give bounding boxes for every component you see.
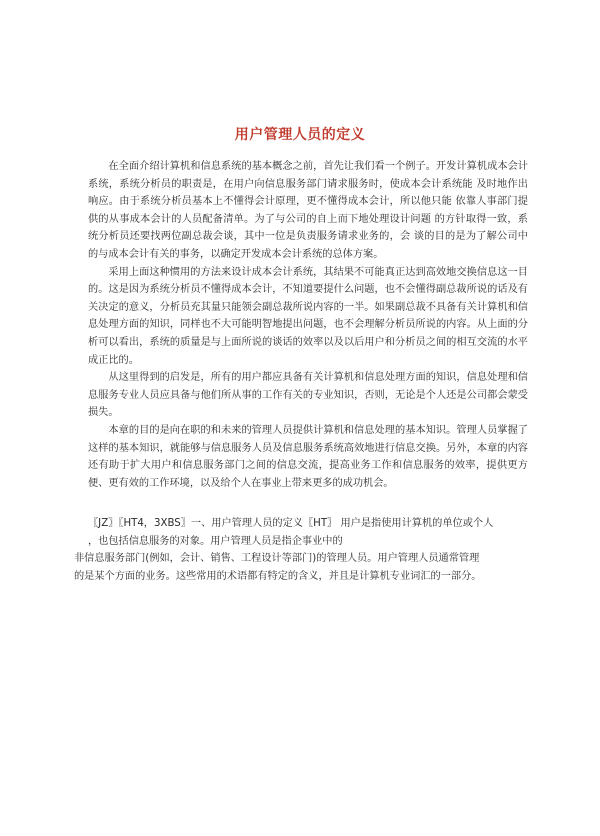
paragraph: 从这里得到的启发是，所有的用户都应具备有关计算机和信息处理方面的知识，信息处理和信息服务专业人员应具备与他们所从事的工作有关的专业知识，否则，无论是个人还是公司都会蒙受损失。 bbox=[88, 372, 528, 419]
paragraph: 采用上面这种惯用的方法来设计成本会计系统，其结果不可能真正达到高效地交换信息这一目的。这是因为系统分析员不懂得成本会计，不知道要提什么问题，也不会懂得副总裁所说的话及有关决定的意义，分析员充其量只能领会副总裁所说内容的一半。如果副总裁不具备有关计算机和信息处理方面的知识，同样也不大可能明智地提出问题，也不会理解分析员所说的内容。从上面的分析可以看出，系统的质量是与上面所说的谈话的效率以及以后用户和分析员之间的相互交流的水平成正比的。 bbox=[88, 266, 528, 366]
definition-section bbox=[74, 515, 528, 585]
paragraph: 在全面介绍计算机和信息系统的基本概念之前，首先让我们看一个例子。开发计算机成本会计系统，系统分析员的职责是，在用户向信息服务部门请求服务时，使成本会计系统能 及时地作出响应。由于系统分析员基本上不懂得会计原理，更不懂得成本会计，所以他只能 依靠人事部门提供的从事成本会计的人员配备清单。为了与公司的自上而下地处理设计问题 的方针取得一致，系统分析员还要找两位副总裁会谈，其中一位是负责服务请求业务的，会 谈的目的是为了解公司中的与成本会计有关的事务，以确定开发成本会计系统的总体方案。 bbox=[88, 161, 528, 260]
document-body bbox=[88, 158, 528, 492]
paragraph: 本章的目的是向在职的和未来的管理人员提供计算机和信息处理的基本知识。管理人员掌握了这样的基本知识，就能够与信息服务人员及信息服务系统高效地进行信息交换。另外，本章的内容还有助于扩大用户和信息服务部门之间的信息交流，提高业务工作和信息服务的效率，提供更方便、更有效的工作环境，以及给个人在事业上带来更多的成功机会。 bbox=[88, 424, 528, 489]
page-title: 用户管理人员的定义 bbox=[234, 127, 366, 143]
definition-line: 的是某个方面的业务。这些常用的术语都有特定的含义，并且是计算机专业词汇的一部分。 bbox=[74, 570, 482, 582]
definition-line: 非信息服务部门(例如，会计、销售、工程设计等部门)的管理人员。用户管理人员通常管理 bbox=[74, 553, 480, 565]
definition-line: ，也包括信息服务的对象。用户管理人员是指企事业中的 bbox=[88, 535, 343, 547]
definition-line: 〖JZ〗〖HT4，3XBS〗一、用户管理人员的定义〖HT〗 用户是指使用计算机的单位或个人 bbox=[88, 518, 494, 529]
